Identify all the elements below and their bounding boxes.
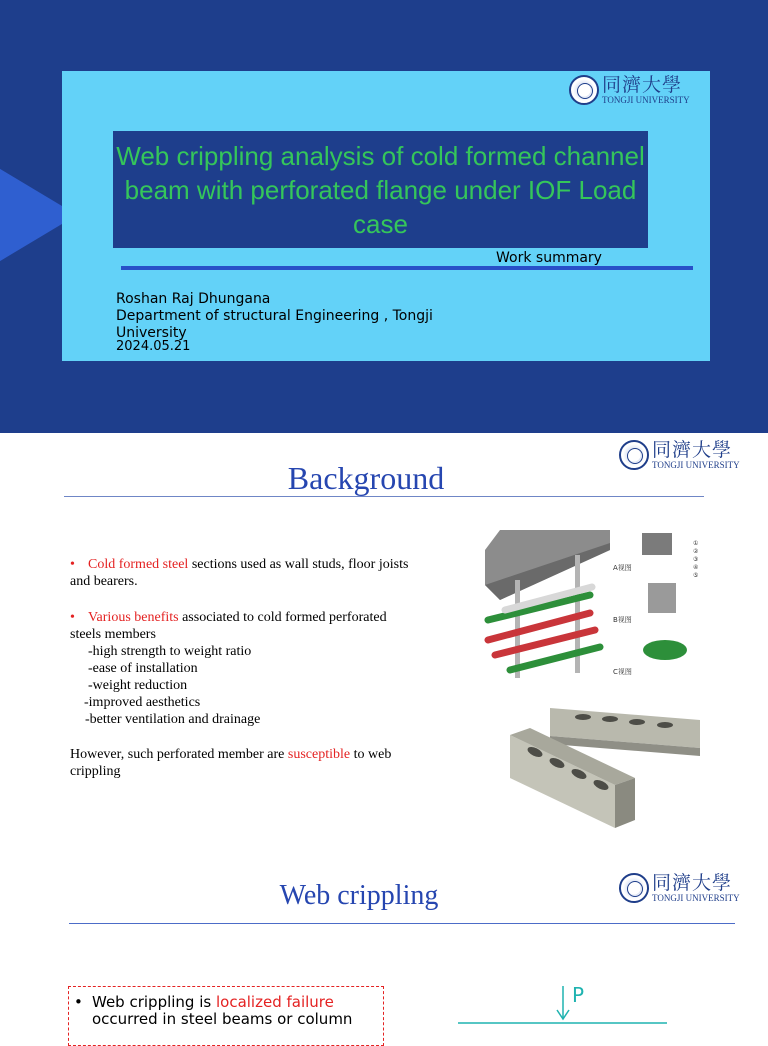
department: Department of structural Engineering , Tongji University (116, 308, 433, 341)
logo-english-text: TONGJI UNIVERSITY (652, 460, 740, 470)
presentation-subtitle: Work summary (496, 250, 602, 266)
presentation-date: 2024.05.21 (116, 339, 191, 354)
bracket-detail-a (642, 533, 672, 555)
view-label: B视图 (613, 616, 632, 624)
highlight-text: Cold formed steel (88, 557, 189, 572)
pipe-support-illustration (480, 525, 705, 685)
benefit-item: -improved aesthetics (84, 695, 201, 710)
highlight-text: localized failure (215, 993, 334, 1011)
part-label: ④ (693, 564, 699, 571)
paragraph-text: However, such perforated member are (70, 747, 288, 762)
bracket-detail-b (648, 583, 676, 613)
perforation (629, 719, 645, 725)
perforation (575, 714, 591, 720)
bullet-text: Web crippling is (92, 993, 216, 1011)
presentation-title: Web crippling analysis of cold formed channel beam with perforated flange under IOF Load case (116, 141, 645, 239)
perforation (657, 722, 673, 728)
slide-title-web-crippling: Web crippling (279, 880, 439, 911)
bullet-text: associated to cold formed perforated steels members (70, 610, 387, 642)
paragraph-text: to web crippling (70, 747, 392, 779)
part-label: ⑤ (693, 572, 699, 579)
logo-english-text: TONGJI UNIVERSITY (652, 893, 740, 903)
part-label: ① (693, 540, 699, 547)
title-underline (69, 923, 735, 924)
bullet-text: sections used as wall studs, floor joists and bearers. (70, 557, 409, 589)
logo-chinese-text: 同濟大學 (652, 872, 733, 894)
susceptibility-paragraph (70, 746, 415, 780)
bullet-benefits (70, 609, 415, 643)
perforated-channel-illustration (505, 700, 705, 835)
highlight-text: susceptible (287, 747, 351, 762)
perforation (602, 716, 618, 722)
bullet-text: occurred in steel beams or column (92, 1010, 353, 1028)
title-underline (64, 496, 704, 497)
logo-chinese-text: 同濟大學 (602, 74, 683, 96)
bullet-dot: • (74, 993, 83, 1011)
load-diagram (455, 980, 670, 1024)
title-slide (0, 0, 768, 433)
pipe-clamp-detail (643, 640, 687, 660)
definition-bullet (74, 994, 374, 1028)
highlight-text: Various benefits (88, 610, 179, 625)
view-label: A视图 (613, 564, 632, 572)
university-seal-icon (569, 75, 599, 105)
logo-english-text: TONGJI UNIVERSITY (602, 95, 690, 105)
bullet-dot: • (70, 557, 75, 572)
bullet-cold-formed (70, 556, 410, 590)
benefit-item: -weight reduction (88, 678, 188, 693)
tongji-logo (569, 75, 690, 105)
benefit-item: -ease of installation (88, 661, 198, 676)
benefit-item: -high strength to weight ratio (88, 644, 252, 659)
bullet-dot: • (70, 610, 75, 625)
part-label: ② (693, 548, 699, 555)
logo-chinese-text: 同濟大學 (652, 439, 733, 461)
slide-title-background: Background (287, 460, 445, 496)
view-label: C视图 (613, 668, 632, 676)
author-name: Roshan Raj Dhungana (116, 291, 271, 307)
benefit-item: -better ventilation and drainage (85, 712, 261, 727)
load-label: P (572, 983, 585, 1007)
title-divider (121, 266, 693, 270)
part-label: ③ (693, 556, 699, 563)
